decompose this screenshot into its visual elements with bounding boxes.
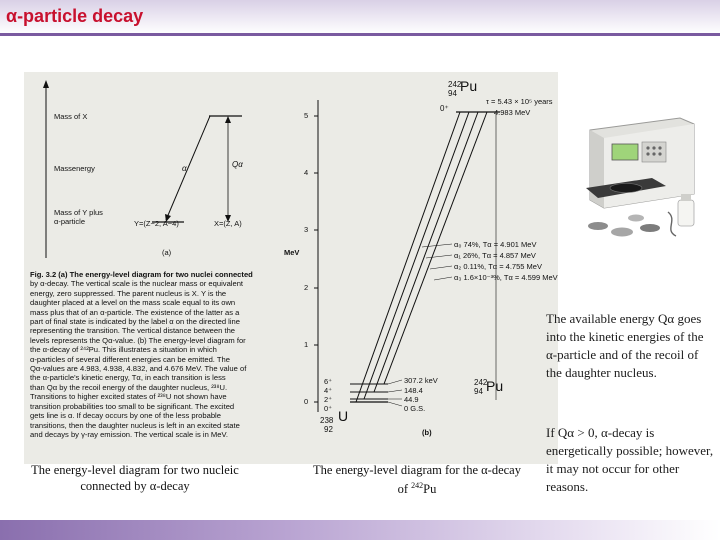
alpha-transition-label: α — [182, 164, 187, 173]
panel-b-label: (b) — [422, 428, 432, 437]
pu242-symbol: Pu — [460, 78, 478, 94]
caption-line: mass plus that of an α-particle. The existence of the latter as a — [30, 307, 240, 317]
level-energy-307: 307.2 keV — [404, 376, 438, 385]
side-text-energy: The available energy Qα goes into the kinetic energies of the α-particle and of the recoil of the daughter nucleus. — [546, 311, 704, 380]
caption-pu242 — [310, 462, 524, 497]
pu242-spin: 0⁺ — [440, 104, 449, 113]
axis-tick-1: 1 — [304, 340, 309, 349]
caption-line: gets line is α. If decay occurs by one of the less probable — [30, 411, 221, 421]
caption-line: Qα-values are 4.983, 4.938, 4.832, and 4.676 MeV. The value of — [30, 364, 247, 374]
caption-line: part of final state is indicated by the label α on the directed line — [30, 317, 240, 327]
branch-alpha2: α₂ 0.11%, Tα = 4.755 MeV — [454, 262, 542, 271]
level-energy-148: 148.4 — [404, 386, 423, 395]
axis-tick-4: 4 — [304, 168, 309, 177]
title-divider — [0, 33, 720, 36]
u238-mass-number: 238 — [320, 416, 334, 425]
caption-line: the α-particle's kinetic energy, Tα, in each transition is less — [30, 373, 226, 383]
level-energy-0: 0 G.S. — [404, 404, 426, 413]
pu242-bottom-z: 94 — [474, 387, 483, 396]
axis-tick-3: 3 — [304, 225, 309, 234]
caption-line: transitions, then the daughter nucleus is left in an excited state — [30, 420, 240, 430]
caption-pu242-mass: 242 — [411, 481, 424, 490]
figure-caption — [30, 270, 300, 439]
caption-pu242-text: The energy-level diagram for the α-decay of — [313, 463, 521, 497]
caption-line: transition probabilities too small to be significant. The excited — [30, 401, 235, 411]
caption-line: Transitions to higher excited states of ²³⁸U not shown have — [30, 392, 227, 402]
spectrometer-illustration — [568, 108, 710, 246]
level-energy-44: 44.9 — [404, 395, 419, 404]
axis-unit-label: MeV — [284, 248, 300, 257]
caption-line: and decays by γ-ray emission. The vertical scale is in MeV. — [30, 429, 228, 439]
daughter-label: Y=(Z−2, A−4) — [134, 219, 179, 228]
axis-tick-2: 2 — [304, 283, 309, 292]
caption-line: representing the transition. The vertical distance between the — [30, 326, 236, 336]
level-spin-6: 6⁺ — [324, 377, 333, 386]
caption-line: energy, zero suppressed. The parent nucleus is X. Y is the — [30, 288, 227, 298]
parent-label: X=(Z, A) — [214, 219, 242, 228]
caption-line: by α-decay. The vertical scale is the nuclear mass or equivalent — [30, 279, 244, 289]
slide-title: α-particle decay — [6, 6, 144, 26]
axis-tick-5: 5 — [304, 111, 309, 120]
caption-schematic: The energy-level diagram for two nucleic connected by α-decay — [31, 463, 239, 493]
axis-tick-0: 0 — [304, 397, 309, 406]
energy-level-figure — [24, 72, 558, 464]
mass-energy-label: Massenergy — [54, 164, 95, 173]
level-spin-4: 4⁺ — [324, 386, 333, 395]
caption-line: the α-decay of ²⁴²Pu. This illustrates a situation in which — [30, 345, 217, 355]
q-value-label: Qα — [232, 160, 243, 169]
pu242-mass-number: 242 — [448, 80, 462, 89]
panel-a-label: (a) — [162, 248, 172, 257]
caption-line: Fig. 3.2 (a) The energy-level diagram for two nuclei connected — [30, 270, 253, 279]
pu242-atomic-number: 94 — [448, 89, 457, 98]
branch-alpha0: α₀ 74%, Tα = 4.901 MeV — [454, 240, 537, 249]
q-total-label: 4.983 MeV — [494, 108, 531, 117]
mass-of-y-plus-label: Mass of Y plus — [54, 208, 103, 217]
u238-atomic-number: 92 — [324, 425, 333, 434]
halflife-label: τ = 5.43 × 10⁵ years — [486, 97, 553, 106]
footer-ribbon — [0, 520, 720, 540]
side-text-condition: If Qα > 0, α-decay is energetically possible; however, it may not occur for other reasons. — [546, 425, 714, 494]
caption-line: α-particles of several different energies can be emitted. The — [30, 354, 230, 364]
branch-alpha3: α₃ 1.6×10⁻³%, Tα = 4.599 MeV — [454, 273, 558, 282]
alpha-spectrometer-photo — [568, 108, 710, 246]
caption-pu242-element: Pu — [423, 482, 437, 497]
mass-of-x-label: Mass of X — [54, 112, 88, 121]
u238-symbol: U — [338, 408, 349, 424]
alpha-particle-label: α-particle — [54, 217, 86, 226]
caption-line: daughter placed at a level on the mass scale equal to its own — [30, 298, 236, 308]
caption-line: levels represents the Qα-value. (b) The energy-level diagram for — [30, 335, 246, 345]
pu242-bottom-symbol: Pu — [486, 378, 504, 394]
level-spin-0: 0⁺ — [324, 404, 333, 413]
level-spin-2: 2⁺ — [324, 395, 333, 404]
branch-alpha1: α₁ 26%, Tα = 4.857 MeV — [454, 251, 536, 260]
caption-line: than Qα by the recoil energy of the daughter nucleus, ²³⁸U. — [30, 382, 228, 392]
pu242-bottom-mass: 242 — [474, 378, 488, 387]
